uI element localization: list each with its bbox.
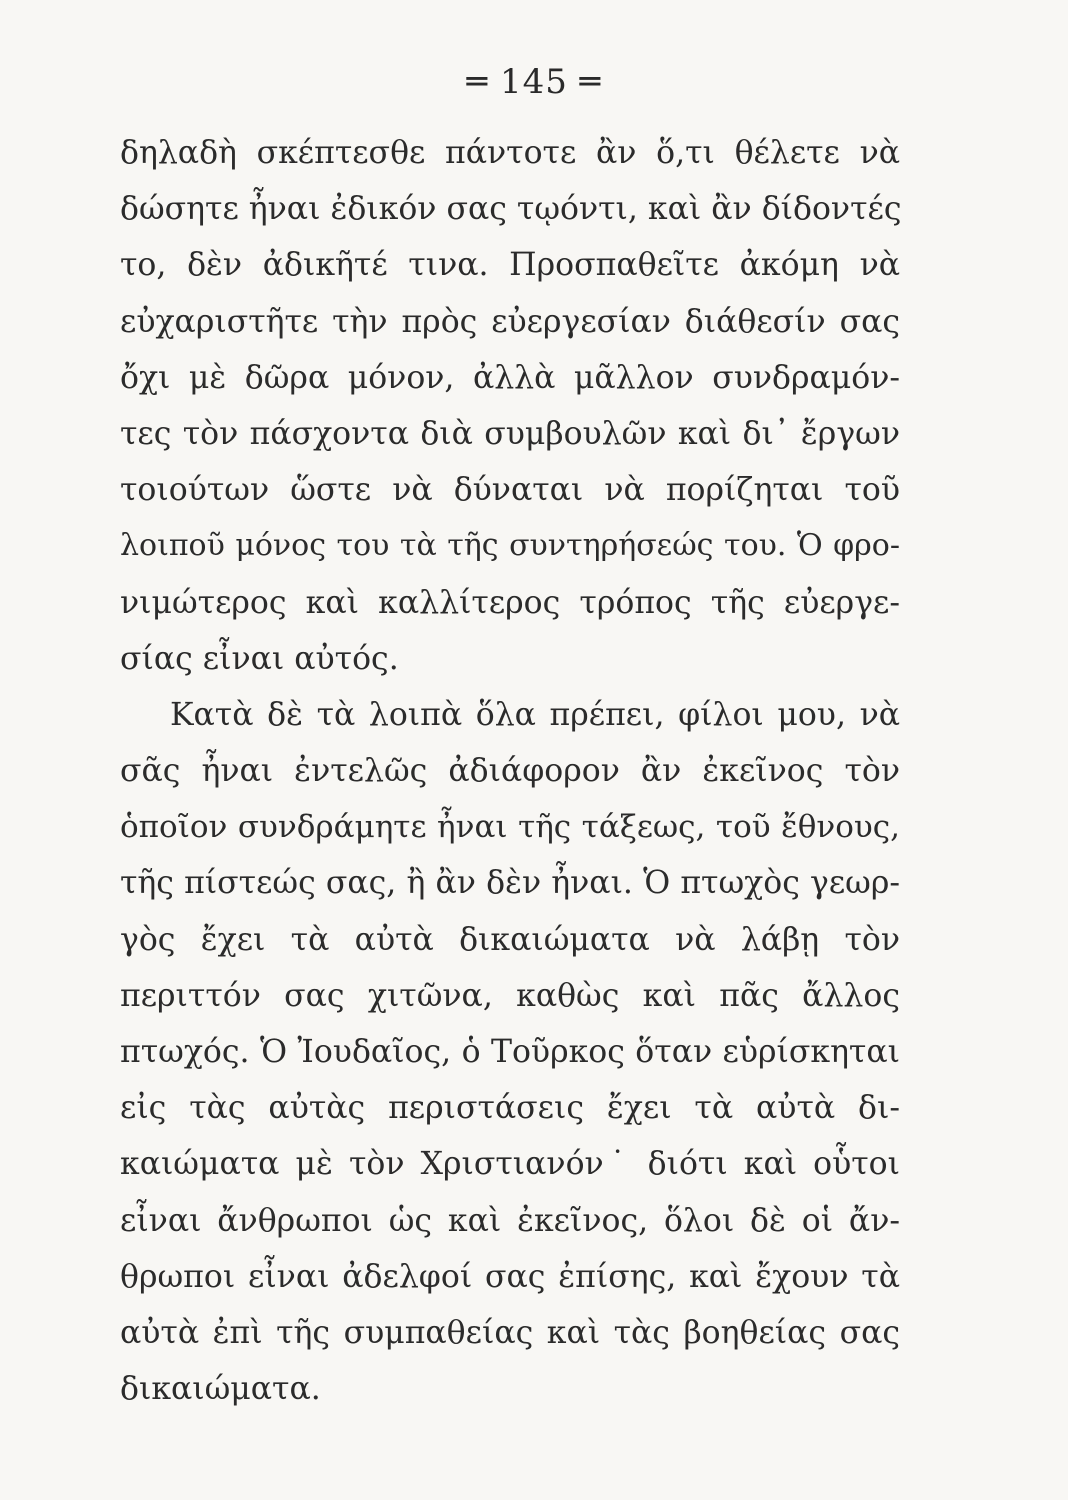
- text-line: θρωποι εἶναι ἀδελφοί σας ἐπίσης, καὶ ἔχουν τὰ: [120, 1258, 900, 1295]
- text-line: τῆς πίστεώς σας, ἢ ἂν δὲν ἦναι. Ὁ πτωχὸς γεωρ-: [120, 865, 900, 902]
- text-line: περιττόν σας χιτῶνα, καθὼς καὶ πᾶς ἄλλος: [120, 977, 900, 1014]
- text-line: λοιποῦ μόνος του τὰ τῆς συντηρήσεώς του. Ὁ φρο-: [120, 528, 900, 564]
- text-line: ὄχι μὲ δῶρα μόνον, ἀλλὰ μᾶλλον συνδραμόν-: [120, 359, 900, 396]
- text-line: νιμώτερος καὶ καλλίτερος τρόπος τῆς εὐεργε-: [120, 584, 900, 621]
- text-line: εἰς τὰς αὐτὰς περιστάσεις ἔχει τὰ αὐτὰ δι-: [120, 1090, 900, 1127]
- text-line: το, δὲν ἀδικῆτέ τινα. Προσπαθεῖτε ἀκόμη νὰ: [120, 247, 900, 284]
- text-line: καιώματα μὲ τὸν Χριστιανόν˙ διότι καὶ οὗτοι: [120, 1146, 900, 1183]
- page-number: ═ 145 ═: [466, 62, 602, 102]
- text-line: ὁποῖον συνδράμητε ἦναι τῆς τάξεως, τοῦ ἔθνους,: [120, 809, 900, 846]
- text-line: πτωχός. Ὁ Ἰουδαῖος, ὁ Τοῦρκος ὅταν εὑρίσκηται: [120, 1034, 900, 1070]
- body-text: [120, 125, 900, 1417]
- text-line: δώσητε ἦναι ἐδικόν σας τῳόντι, καὶ ἂν δίδοντές: [120, 191, 902, 228]
- text-line: τες τὸν πάσχοντα διὰ συμβουλῶν καὶ δι᾽ ἔργων: [120, 415, 900, 452]
- paragraph-end-line: σίας εἶναι αὐτός.: [120, 640, 399, 677]
- text-line: τοιούτων ὥστε νὰ δύναται νὰ πορίζηται τοῦ: [120, 472, 900, 509]
- text-line: γὸς ἔχει τὰ αὐτὰ δικαιώματα νὰ λάβῃ τὸν: [120, 921, 900, 958]
- text-line: αὐτὰ ἐπὶ τῆς συμπαθείας καὶ τὰς βοηθείας σας: [120, 1314, 900, 1351]
- text-line: δηλαδὴ σκέπτεσθε πάντοτε ἂν ὅ,τι θέλετε νὰ: [120, 135, 900, 171]
- text-line: εὐχαριστῆτε τὴν πρὸς εὐεργεσίαν διάθεσίν σας: [120, 303, 900, 340]
- paragraph-end-line: δικαιώματα.: [120, 1371, 321, 1408]
- text-line: σᾶς ἦναι ἐντελῶς ἀδιάφορον ἂν ἐκεῖνος τὸν: [120, 753, 900, 790]
- text-line: εἶναι ἄνθρωποι ὡς καὶ ἐκεῖνος, ὅλοι δὲ οἱ ἄν-: [120, 1202, 900, 1239]
- paragraph-start-line: Κατὰ δὲ τὰ λοιπὰ ὅλα πρέπει, φίλοι μου, νὰ: [170, 696, 900, 733]
